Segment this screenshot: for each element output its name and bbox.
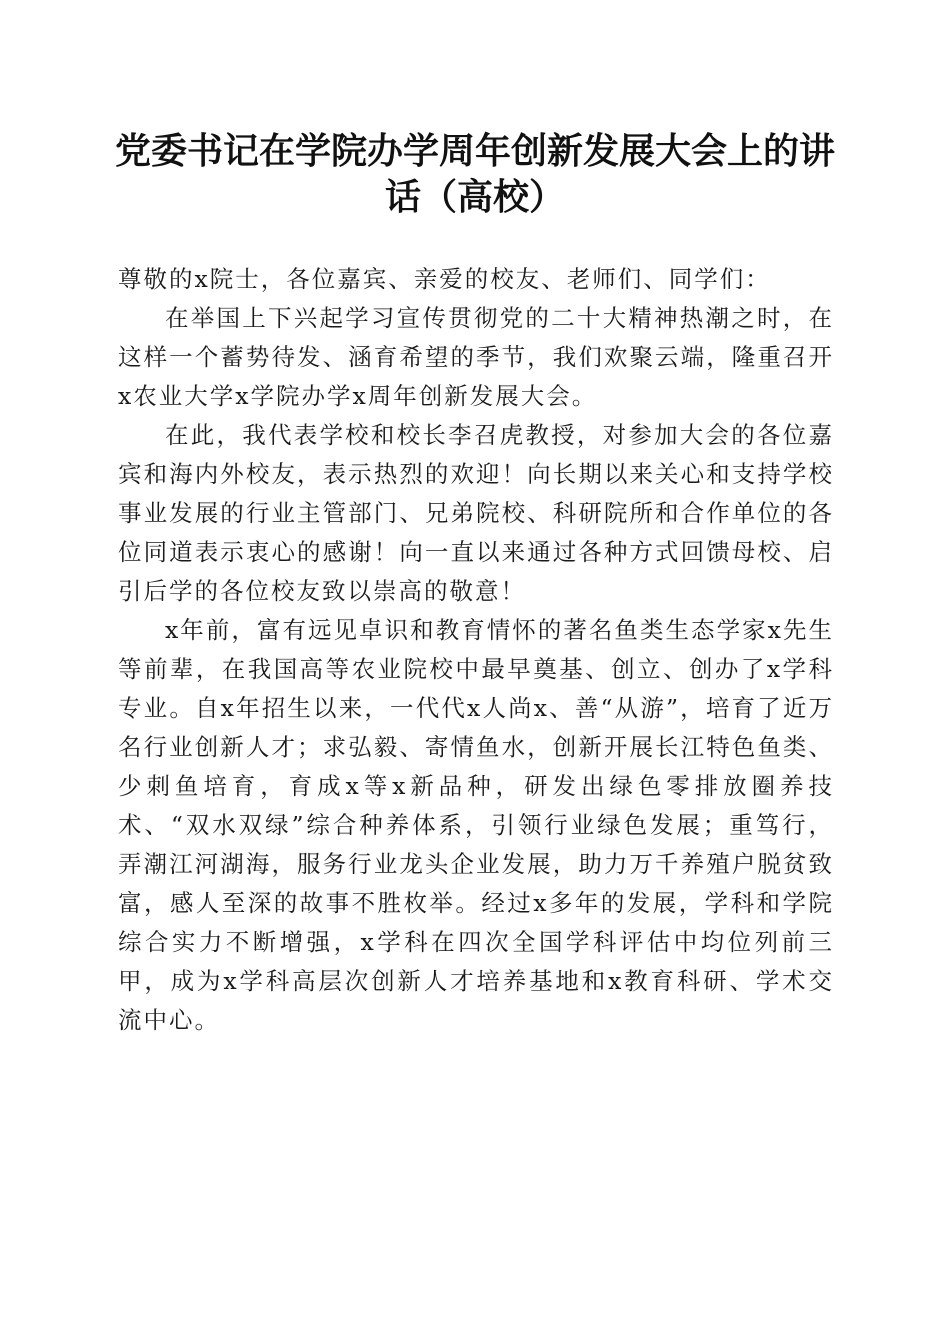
salutation: 尊敬的x院士，各位嘉宾、亲爱的校友、老师们、同学们： xyxy=(118,265,771,293)
paragraph: 在此，我代表学校和校长李召虎教授，对参加大会的各位嘉宾和海内外校友，表示热烈的欢迎！向长期以来关心和支持学校事业发展的行业主管部门、兄弟院校、科研院所和合作单位的各位同道表示衷心的感谢！向一直以来通过各种方式回馈母校、启引后学的各位校友致以崇高的敬意！ xyxy=(118,421,834,605)
paragraph: x年前，富有远见卓识和教育情怀的著名鱼类生态学家x先生等前辈，在我国高等农业院校中最早奠基、创立、创办了x学科专业。自x年招生以来，一代代x人尚x、善“从游”，培育了近万名行业创新人才；求弘毅、寄情鱼水，创新开展长江特色鱼类、少刺鱼培育，育成x等x新品种，研发出绿色零排放圈养技术、“双水双绿”综合种养体系，引领行业绿色发展；重笃行，弄潮江河湖海，服务行业龙头企业发展，助力万千养殖户脱贫致富，感人至深的故事不胜枚举。经过x多年的发展，学科和学院综合实力不断增强，x学科在四次全国学科评估中均位列前三甲，成为x学科高层次创新人才培养基地和x教育科研、学术交流中心。 xyxy=(118,616,834,1034)
document-title: 党委书记在学院办学周年创新发展大会上的讲话（高校） xyxy=(114,130,835,218)
document-body xyxy=(118,260,834,1040)
paragraph: 在举国上下兴起学习宣传贯彻党的二十大精神热潮之时，在这样一个蓄势待发、涵育希望的季节，我们欢聚云端，隆重召开x农业大学x学院办学x周年创新发展大会。 xyxy=(118,304,834,410)
